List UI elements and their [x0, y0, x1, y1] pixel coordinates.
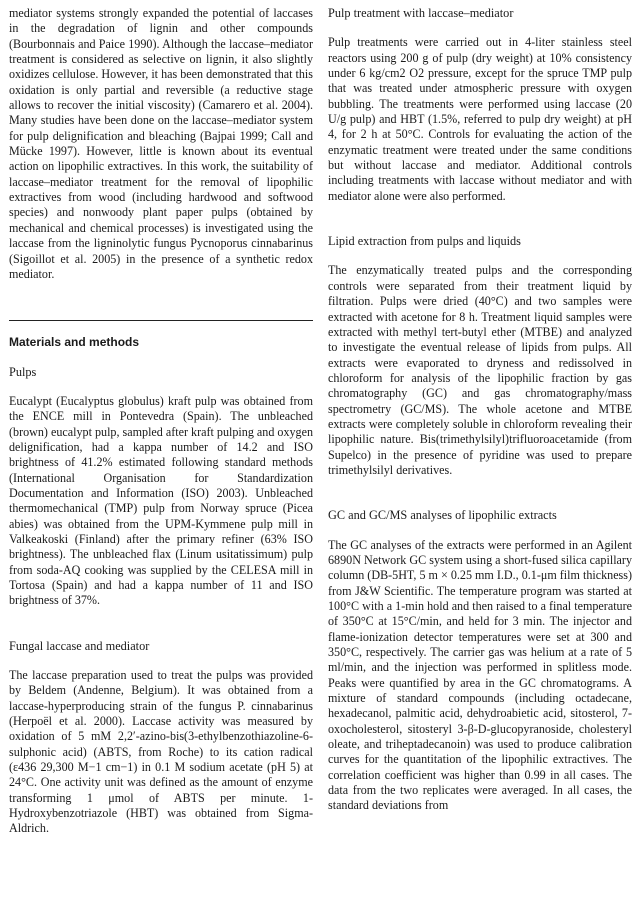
- section-heading-materials-methods: Materials and methods: [9, 335, 140, 350]
- fungal-paragraph: The laccase preparation used to treat the pulps was provided by Beldem (Andenne, Belgium). It was obtained from a laccase-hyperproducing strain of the fungus P. cinnabarinus (Herpoël et al. 2000). Laccase activity was measured by oxidation of 5 mM 2,2′-azino-bis(3-ethylbenzothiazoline-6-sulphonic acid) (ABTS, from Roche) to its cation radical (ε436 29,300 M−1 cm−1) in 0.1 M sodium acetate (pH 5) at 24°C. One activity unit was defined as the amount of enzyme transforming 1 μmol of ABTS per minute. 1-Hydroxybenzotriazole (HBT) was obtained from Sigma-Aldrich.: [9, 668, 313, 836]
- left-column: [9, 6, 313, 837]
- subheading-fungal-laccase: Fungal laccase and mediator: [9, 638, 150, 653]
- pulp-treatment-paragraph: Pulp treatments were carried out in 4-liter stainless steel reactors using 200 g of pulp (dry weight) at 10% consistency under 6 kg/cm2 O2 pressure, except for the spruce TMP pulp that was treated under atmospheric pressure with oxygen bubbling. The treatments were performed using laccase (20 U/g pulp) and HBT (1.5%, referred to pulp dry weight) at pH 4, for 2 h at 50°C. Controls for evaluating the action of the enzymatic treatment were treated under the same conditions but without laccase and mediator. Additional controls including treatments with laccase without mediator and with mediator alone were also performed.: [328, 35, 632, 203]
- subheading-pulps: Pulps: [9, 364, 37, 379]
- intro-paragraph: mediator systems strongly expanded the potential of laccases in the degradation of lignin and other compounds (Bourbonnais and Paice 1990). Although the laccase–mediator treatment is considered as selective on lignin, it also slightly oxidizes cellulose. However, it has been demonstrated that this oxidation is only partial and reversible (a reductive stage allows to recover the initial viscosity) (Camarero et al. 2004). Many studies have been done on the laccase–mediator system for pulp delignification and bleaching (Bajpai 1999; Call and Mücke 1997). However, little is known about its eventual action on lipophilic extractives. In this work, the suitability of laccase–mediator treatment for the removal of lipophilic extractives from wood (including hardwood and softwood species) and nonwoody plant paper pulps (obtained by mechanical and chemical processes) is investigated using the laccase from the ligninolytic fungus Pycnoporus cinnabarinus (Sigoillot et al. 2005) in the presence of a synthetic redox mediator.: [9, 6, 313, 281]
- right-column: [328, 6, 632, 814]
- subheading-pulp-treatment: Pulp treatment with laccase–mediator: [328, 6, 514, 20]
- subheading-gc-analyses: GC and GC/MS analyses of lipophilic extracts: [328, 508, 557, 523]
- pulps-paragraph: Eucalypt (Eucalyptus globulus) kraft pulp was obtained from the ENCE mill in Pontevedra (Spain). The unbleached (brown) eucalypt pulp, sampled after kraft pulping and oxygen delignification, had a kappa number of 14.2 and ISO brightness of 41.2% estimated following standard methods (International Organisation for Standardization Documentation and Information (ISO) 2003). Unbleached thermomechanical (TMP) pulp from Norway spruce (Picea abies) was obtained from the UPM-Kymmene pulp mill in Valkeakoski (Finland) after the primary refiner (63% ISO brightness). The unbleached flax (Linum usitatissimum) pulp from soda-AQ cooking was supplied by the CELESA mill in Tortosa (Spain) and had a kappa number of 11 and ISO brightness of 37%.: [9, 393, 313, 608]
- lipid-extraction-paragraph: The enzymatically treated pulps and the corresponding controls were separated from their treatment liquid by filtration. Pulps were dried (40°C) and two samples were extracted with acetone for 8 h. Treatment liquid samples were extracted with methyl tert-butyl ether (MTBE) and analyzed to investigate the eventual release of lipids from pulps. All extracts were evaporated to dryness and redissolved in chloroform for analysis of the lipophilic fraction by gas chromatography (GC) and gas chromatography/mass spectrometry (GC/MS). The whole acetone and MTBE extracts were completely soluble in chloroform revealing their lipophilic nature. Bis(trimethylsilyl)trifluoroacetamide (from Supelco) in the presence of pyridine was used to prepare trimethylsilyl derivatives.: [328, 263, 632, 477]
- gc-paragraph: The GC analyses of the extracts were performed in an Agilent 6890N Network GC system using a short-fused silica capillary column (DB-5HT, 5 m × 0.25 mm I.D., 0.1-μm film thickness) from J&W Scientific. The temperature program was started at 100°C with a 1-min hold and then raised to a final temperature of 350°C at 15°C/min, and held for 3 min. The injector and flame-ionization detector temperatures were set at 300 and 350°C, respectively. The carrier gas was helium at a rate of 5 ml/min, and the injection was performed in splitless mode. Peaks were quantified by area in the GC chromatograms. A mixture of standard compounds (including octadecane, hexadecanol, palmitic acid, dehydroabietic acid, sitosterol, 7-oxocholesterol, sitosteryl 3-β-D-glucopyranoside, cholesteryl oleate, and triheptadecanoin) was used to produce calibration curves for the quantitation of the lipophilic extractives. The correlation coefficient was higher than 0.99 in all cases. The data from the two replicates were averaged. In all cases, the standard deviations from: [328, 537, 632, 813]
- subheading-lipid-extraction: Lipid extraction from pulps and liquids: [328, 234, 521, 249]
